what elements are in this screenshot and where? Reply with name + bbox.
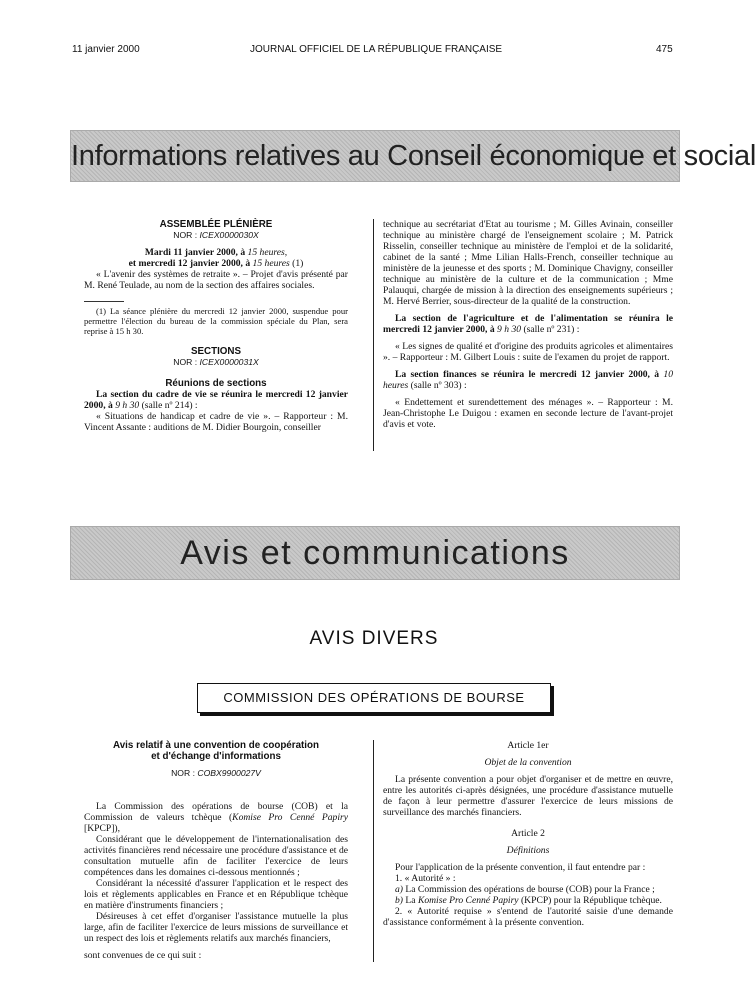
- cadre-de-vie-para: La section du cadre de vie se réunira le mercredi 12 janvier 2000, à 9 h 30 (salle nº 214) :: [84, 389, 348, 411]
- sections-title: SECTIONS: [190, 346, 242, 357]
- assemblee-text: « L'avenir des systèmes de retraite ». – Projet d'avis présenté par M. René Teulade, au nom de la section des affaires sociales.: [84, 269, 348, 291]
- avis-nor-line: NOR : COBX9900027V: [171, 768, 261, 778]
- agriculture-text: « Les signes de qualité et d'origine des produits agricoles et alimentaires ». – Rapporteur : M. Gilbert Louis : suite de l'examen du projet de rapport.: [383, 341, 673, 363]
- avis-title-line2: et d'échange d'informations: [151, 751, 281, 762]
- footnote: (1) La séance plénière du mercredi 12 janvier 2000, suspendue pour permettre l'élection du bureau de la commission spéciale du Plan, sera reprise à 15 h 30.: [84, 306, 348, 336]
- right-column-1: [383, 219, 673, 430]
- header-date: 11 janvier 2000: [72, 44, 140, 55]
- finances-text: « Endettement et surendettement des ménages ». – Rapporteur : M. Jean-Christophe Le Duigou : examen en seconde lecture de l'avant-projet d'avis et vote.: [383, 397, 673, 430]
- left-column-1: [84, 219, 348, 433]
- assemblee-title: ASSEMBLÉE PLÉNIÈRE: [159, 219, 273, 230]
- column-divider-1: [373, 219, 374, 451]
- banner-conseil: Informations relatives au Conseil économique et social: [70, 130, 680, 182]
- definition-intro: Pour l'application de la présente convention, il faut entendre par :: [395, 862, 646, 873]
- header-page-number: 475: [656, 44, 673, 55]
- cadre-de-vie-text: « Situations de handicap et cadre de vie ». – Rapporteur : M. Vincent Assante : auditions de M. Didier Bourgoin, conseiller: [84, 411, 348, 433]
- finances-para: La section finances se réunira le mercredi 12 janvier 2000, à 10 heures (salle nº 303) :: [383, 369, 673, 391]
- avis-divers-title: AVIS DIVERS: [309, 628, 439, 649]
- footnote-rule: [84, 301, 124, 302]
- avis-title-line1: Avis relatif à une convention de coopération: [113, 740, 319, 751]
- cadre-de-vie-continuation: technique au secrétariat d'Etat au tourisme ; M. Gilles Avinain, conseiller technique au ministère chargé de l'enseignement scolaire ; M. Patrick Risselin, conseiller technique au ministère de l'emploi et de la solidarité, cabinet de la santé ; Mme Lilian Halls-French, conseiller technique au ministère de la jeunesse et des sports ; M. Dominique Chavigny, conseiller technique au ministère de la culture et de la communication ; Mme Palauqui, chargée de mission à la direction des enseignements supérieurs ; M. Hervé Berrier, sous-directeur de la qualité de la construction.: [383, 219, 673, 307]
- avis-para-5: sont convenues de ce qui suit :: [84, 950, 202, 961]
- article-2-subtitle: Définitions: [506, 845, 550, 856]
- sections-nor-line: NOR : ICEX0000031X: [173, 357, 259, 367]
- reunions-title: Réunions de sections: [165, 378, 267, 389]
- definition-a: a) La Commission des opérations de bourse (COB) pour la France ;: [395, 884, 655, 895]
- avis-para-4: Désireuses à cet effet d'organiser l'assistance mutuelle la plus large, afin de faciliter l'exercice de leurs missions de surveillance et un respect des lois et règlements relatifs aux marchés financiers,: [84, 911, 348, 944]
- definition-b: b) La Komise Pro Cenné Papiry (KPCP) pour la République tchèque.: [395, 895, 662, 906]
- commission-box: COMMISSION DES OPÉRATIONS DE BOURSE: [197, 683, 551, 713]
- session-dates-1: Mardi 11 janvier 2000, à 15 heures,: [144, 247, 288, 258]
- article-2-heading: Article 2: [511, 828, 545, 839]
- avis-para-3: Considérant la nécessité d'assurer l'application et le respect des lois et règlements applicables en France et en République tchèque en matière d'instruments financiers ;: [84, 878, 348, 911]
- session-dates-2: et mercredi 12 janvier 2000, à 15 heures (1): [128, 258, 304, 269]
- banner-avis: Avis et communications: [70, 526, 680, 580]
- header-journal: JOURNAL OFFICIEL DE LA RÉPUBLIQUE FRANÇAISE: [250, 44, 503, 55]
- left-column-2: [84, 740, 348, 961]
- article-1-text: La présente convention a pour objet d'organiser et de mettre en œuvre, entre les autorités ci-après désignées, une procédure d'assistance mutuelle de façon à leur permettre d'assurer l'exercice de leurs missions de surveillance des marchés financiers.: [383, 774, 673, 818]
- nor-line: NOR : ICEX0000030X: [173, 230, 259, 240]
- definition-2: 2. « Autorité requise » s'entend de l'autorité saisie d'une demande d'assistance conformément à la présente convention.: [383, 906, 673, 928]
- agriculture-para: La section de l'agriculture et de l'alimentation se réunira le mercredi 12 janvier 2000, à 9 h 30 (salle nº 231) :: [383, 313, 673, 335]
- nor-code: ICEX0000030X: [199, 230, 259, 240]
- right-column-2: [383, 740, 673, 928]
- avis-para-1: La Commission des opérations de bourse (COB) et la Commission de valeurs tchèque (Komise Pro Cenné Papiry [KPCP]),: [84, 801, 349, 834]
- article-1-subtitle: Objet de la convention: [484, 757, 572, 768]
- column-divider-2: [373, 740, 374, 962]
- definition-1: 1. « Autorité » :: [395, 873, 456, 884]
- article-1-heading: Article 1er: [507, 740, 549, 751]
- avis-para-2: Considérant que le développement de l'internationalisation des activités financières rend nécessaire une procédure d'assistance et de consultation mutuelle afin de faciliter l'exercice de leurs compétences dans les domaines ci-dessous mentionnés ;: [84, 834, 348, 878]
